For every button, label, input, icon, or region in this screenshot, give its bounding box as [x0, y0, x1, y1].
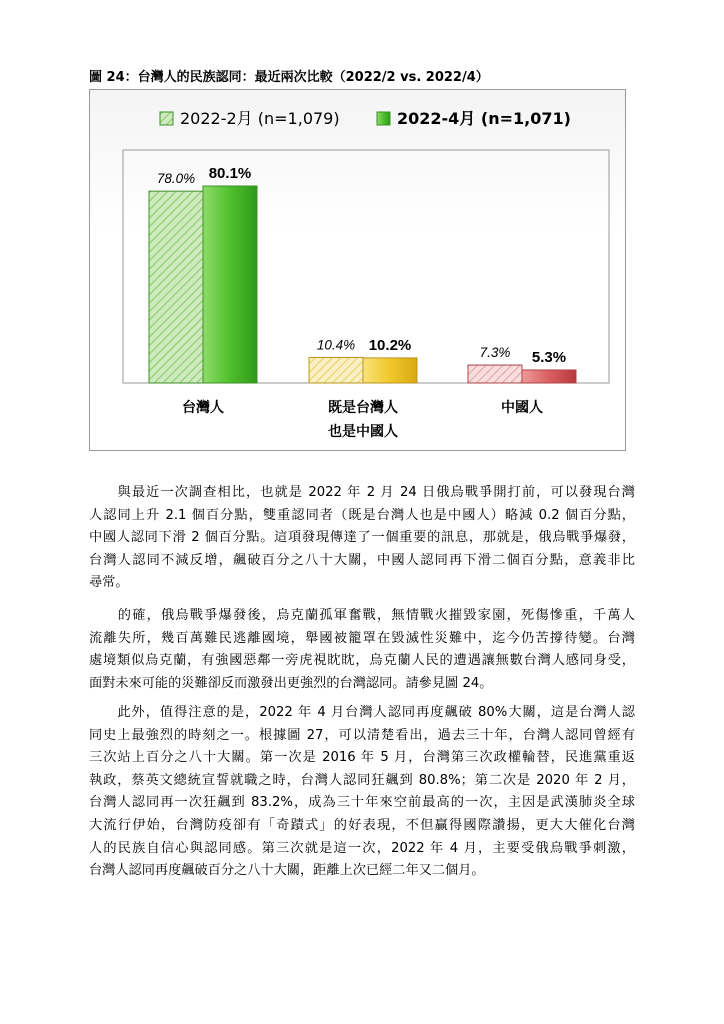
paragraph-3-line: 人的民族自信心與認同感。第三次就是這一次，2022 年 4 月，主要受俄烏戰爭刺激，	[89, 840, 635, 856]
paragraph-3-line: 同史上最強烈的時刻之一。根據圖 27，可以清楚看出，過去三十年，台灣人認同曾經有	[89, 727, 635, 743]
category-labels	[182, 399, 543, 440]
paragraph-3-line: 大流行伊始，台灣防疫卻有「奇蹟式」的好表現，不但贏得國際讚揚，更大大催化台灣	[89, 817, 635, 833]
value-label-chinese-series1: 7.3%	[479, 345, 511, 361]
value-label-both-series2: 10.2%	[368, 336, 412, 354]
legend-label-series1: 2022-2月 (n=1,079)	[180, 109, 340, 128]
paragraph-3-line: 此外，值得注意的是，2022 年 4 月台灣人認同再度飆破 80%大關，這是台灣人認	[89, 705, 635, 720]
bar-chart	[90, 90, 627, 452]
category-label-taiwanese: 台灣人	[182, 400, 224, 416]
paragraph-1-line: 中國人認同下滑 2 個百分點。這項發現傳達了一個重要的訊息，那就是，俄烏戰爭爆發，	[89, 530, 635, 546]
category-label-both-line1: 既是台灣人	[328, 400, 398, 416]
bar-taiwanese-series1	[149, 191, 203, 383]
chart-frame	[89, 89, 626, 451]
bar-chinese-series1	[468, 365, 522, 383]
bar-taiwanese-series2	[203, 186, 257, 383]
legend-label-series2: 2022-4月 (n=1,071)	[397, 109, 571, 128]
paragraph-3-line: 執政，蔡英文總統宣誓就職之時，台灣人認同狂飆到 80.8%；第二次是 2020 年 2 月，	[89, 772, 635, 788]
value-label-taiwanese-series2: 80.1%	[208, 165, 252, 182]
value-label-taiwanese-series1: 78.0%	[156, 171, 196, 187]
paragraph-1-line: 人認同上升 2.1 個百分點，雙重認同者（既是台灣人也是中國人）略減 0.2 個百分點，	[89, 507, 635, 523]
paragraph-3	[89, 702, 635, 883]
bar-both-series1	[309, 357, 363, 383]
legend-swatch-series1	[160, 112, 173, 125]
paragraph-3-line: 台灣人認同再一次狂飆到 83.2%，成為三十年來空前最高的一次，主因是武漢肺炎全球	[89, 795, 635, 811]
paragraph-2-line: 流離失所，幾百萬難民逃離國境，舉國被籠罩在毀滅性災難中，迄今仍苦撐待變。台灣	[89, 630, 635, 646]
value-label-both-series1: 10.4%	[316, 337, 356, 353]
paragraph-1	[89, 482, 635, 595]
paragraph-2-line: 的確，俄烏戰爭爆發後，烏克蘭孤軍奮戰，無情戰火摧毀家園，死傷慘重，千萬人	[89, 608, 635, 623]
chart-legend	[160, 109, 571, 128]
paragraph-3-line: 三次站上百分之八十大關。第一次是 2016 年 5 月，台灣第三次政權輪替，民進黨重返	[89, 750, 635, 766]
paragraph-1-line: 尋常。	[89, 575, 129, 591]
legend-swatch-series2	[377, 112, 390, 125]
category-label-both-line2: 也是中國人	[328, 424, 398, 440]
value-label-chinese-series2: 5.3%	[531, 348, 567, 366]
paragraph-2-line: 處境類似烏克蘭，有強國惡鄰一旁虎視眈眈，烏克蘭人民的遭遇讓無數台灣人感同身受，	[89, 653, 635, 669]
paragraph-2-line: 面對未來可能的災難卻反而激發出更強烈的台灣認同。請參見圖 24。	[89, 675, 493, 691]
figure-title: 圖 24：台灣人的民族認同：最近兩次比較（2022/2 vs. 2022/4）	[89, 70, 489, 85]
paragraph-1-line: 與最近一次調查相比，也就是 2022 年 2 月 24 日俄烏戰爭開打前，可以發現台灣	[89, 485, 635, 500]
paragraph-1-line: 台灣人認同不減反增，飆破百分之八十大關，中國人認同再下滑二個百分點，意義非比	[89, 552, 635, 568]
bar-both-series2	[363, 358, 417, 383]
paragraph-2	[89, 605, 635, 695]
paragraph-3-line: 台灣人認同再度飆破百分之八十大關，距離上次已經二年又二個月。	[89, 863, 485, 879]
bar-chinese-series2	[522, 370, 576, 383]
category-label-chinese: 中國人	[501, 400, 543, 416]
